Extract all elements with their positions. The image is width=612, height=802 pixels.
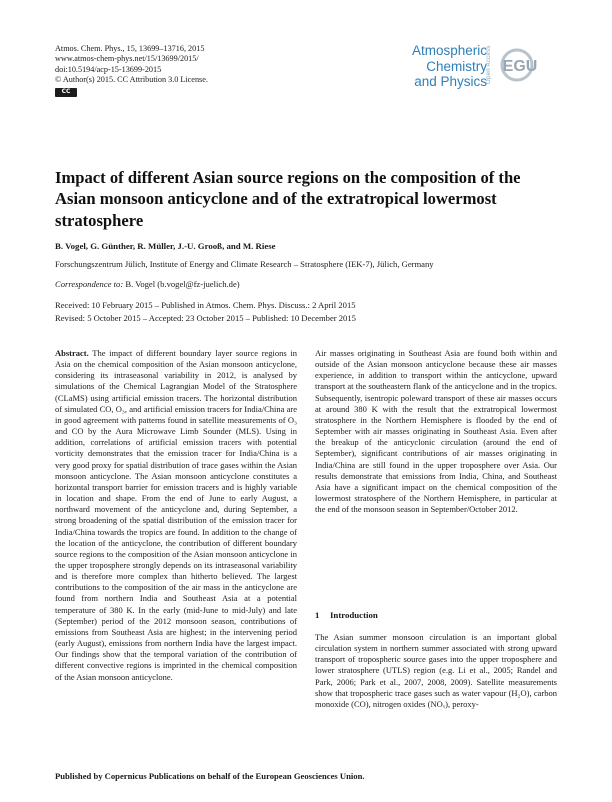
correspondence-label: Correspondence to:: [55, 279, 124, 289]
introduction-paragraph: The Asian summer monsoon circulation is an important global circulation system in northern summer associated with strong upward transport of tropospheric source gases into the upper troposphere and lower stratosphere (UTLS) region (e.g. Li et al., 2005; Randel and Park, 2006; Park et al., 2007, 2008, 2009). Satellite measurements show that tropospheric trace gases such as water vapour (H₂O), carbon monoxide (CO), nitrogen oxides (NOₓ), peroxy-: [315, 632, 557, 709]
section-title: Introduction: [330, 610, 378, 620]
egu-logo-text: EGU: [502, 58, 538, 75]
egu-logo-icon: [500, 48, 540, 82]
open-access-label: Open Access: [486, 45, 492, 85]
affiliation: Forschungszentrum Jülich, Institute of Energy and Climate Research – Stratosphere (IEK-7), Jülich, Germany: [55, 259, 434, 269]
section-number: 1: [315, 610, 320, 620]
journal-name-line: Atmospheric: [412, 43, 488, 58]
doi[interactable]: doi:10.5194/acp-15-13699-2015: [55, 64, 162, 74]
abstract-paragraph-1: [55, 348, 297, 683]
paper-title: Impact of different Asian source regions on the composition of the Asian monsoon anticyclone and of the extratropical lowermost stratosphere: [55, 168, 521, 230]
section-heading: [315, 610, 378, 620]
author-list: B. Vogel, G. Günther, R. Müller, J.-U. Grooß, and M. Riese: [55, 241, 276, 251]
abstract-text: The impact of different boundary layer source regions in Asia on the chemical composition of the Asian monsoon anticyclone, considering its intraseasonal variability in 2012, is analysed by simulations of the Chemical Lagrangian Model of the Stratosphere (CLaMS) using artificial emission tracers. The horizontal distribution of simulated CO, O₃, and artificial emission tracers for India/China are in good agreement with patterns found in satellite measurements of O₃ and CO by the Aura Microwave Limb Sounder (MLS). Using in addition, correlations of artificial emission tracers with potential vorticity demonstrates that the emission tracer for India/China is a very good proxy for spatial distribution of trace gases within the Asian monsoon anticyclone. The Asian monsoon anticyclone constitutes a horizontal transport barrier for emission tracers and is highly variable in location and shape. From the end of June to early August, a northward movement of the anticyclone and, during September, a strong broadening of the spatial distribution of the emission tracer for India/China towards the tropics are found. In addition to the change of the location of the anticyclone, the contribution of different boundary source regions to the composition of the Asian monsoon anticyclone in the upper troposphere strongly depends on its intraseasonal variability and is therefore more complex than hitherto believed. The largest contributions to the composition of the air mass in the anticyclone are found from northern India and Southeast Asia at a potential temperature of 380 K. In the early (mid-June to mid-July) and late (September) period of the 2012 monsoon season, contributions of emissions from Southeast Asia are highest; in the intervening period (early August), emissions from northern India have the largest impact. Our findings show that the temporal variation of the contribution of different convective regions is imprinted in the chemical composition of the Asian monsoon anticyclone.: [55, 348, 297, 682]
article-metadata: [55, 44, 208, 97]
abstract-paragraph-2: Air masses originating in Southeast Asia are found both within and outside of the Asian monsoon anticyclone because these air masses experience, in addition to transport within the anticyclone, upward transport at the southeastern flank of the anticyclone and in the tropics. Subsequently, isentropic poleward transport of these air masses occurs at around 380 K with the result that the extratropical lowermost stratosphere in the Northern Hemisphere is flooded by the end of September with air masses originating in Southeast Asia. Even after the breakup of the anticyclonic circulation (around the end of September), significant contributions of air masses originating in India/China are still found in the upper troposphere over Asia. Our results demonstrate that emissions from India, China, and Southeast Asia have a significant impact on the chemical composition of the lowermost stratosphere of the Northern Hemisphere, in particular at the end of the monsoon season in September/October 2012.: [315, 348, 557, 515]
journal-name: [412, 43, 487, 90]
publisher-footer: Published by Copernicus Publications on behalf of the European Geosciences Union.: [55, 771, 365, 781]
journal-name-line: Chemistry: [426, 58, 488, 74]
correspondence: [55, 279, 240, 289]
publication-dates: [55, 299, 356, 324]
citation: Atmos. Chem. Phys., 15, 13699–13716, 2015: [55, 44, 205, 53]
introduction-text: [315, 632, 557, 710]
abstract-right-column: [315, 348, 557, 515]
received-date-line: Received: 10 February 2015 – Published in Atmos. Chem. Phys. Discuss.: 2 April 2015: [55, 300, 356, 310]
journal-name-line: and Physics: [414, 74, 488, 89]
article-url[interactable]: www.atmos-chem-phys.net/15/13699/2015/: [55, 54, 199, 64]
correspondence-contact[interactable]: B. Vogel (b.vogel@fz-juelich.de): [125, 279, 240, 289]
license-text: © Author(s) 2015. CC Attribution 3.0 License.: [55, 75, 208, 85]
cc-license-icon: CC: [55, 88, 77, 97]
revised-date-line: Revised: 5 October 2015 – Accepted: 23 October 2015 – Published: 10 December 2015: [55, 312, 356, 323]
abstract-label: Abstract.: [55, 348, 89, 358]
abstract-left-column: [55, 348, 297, 683]
